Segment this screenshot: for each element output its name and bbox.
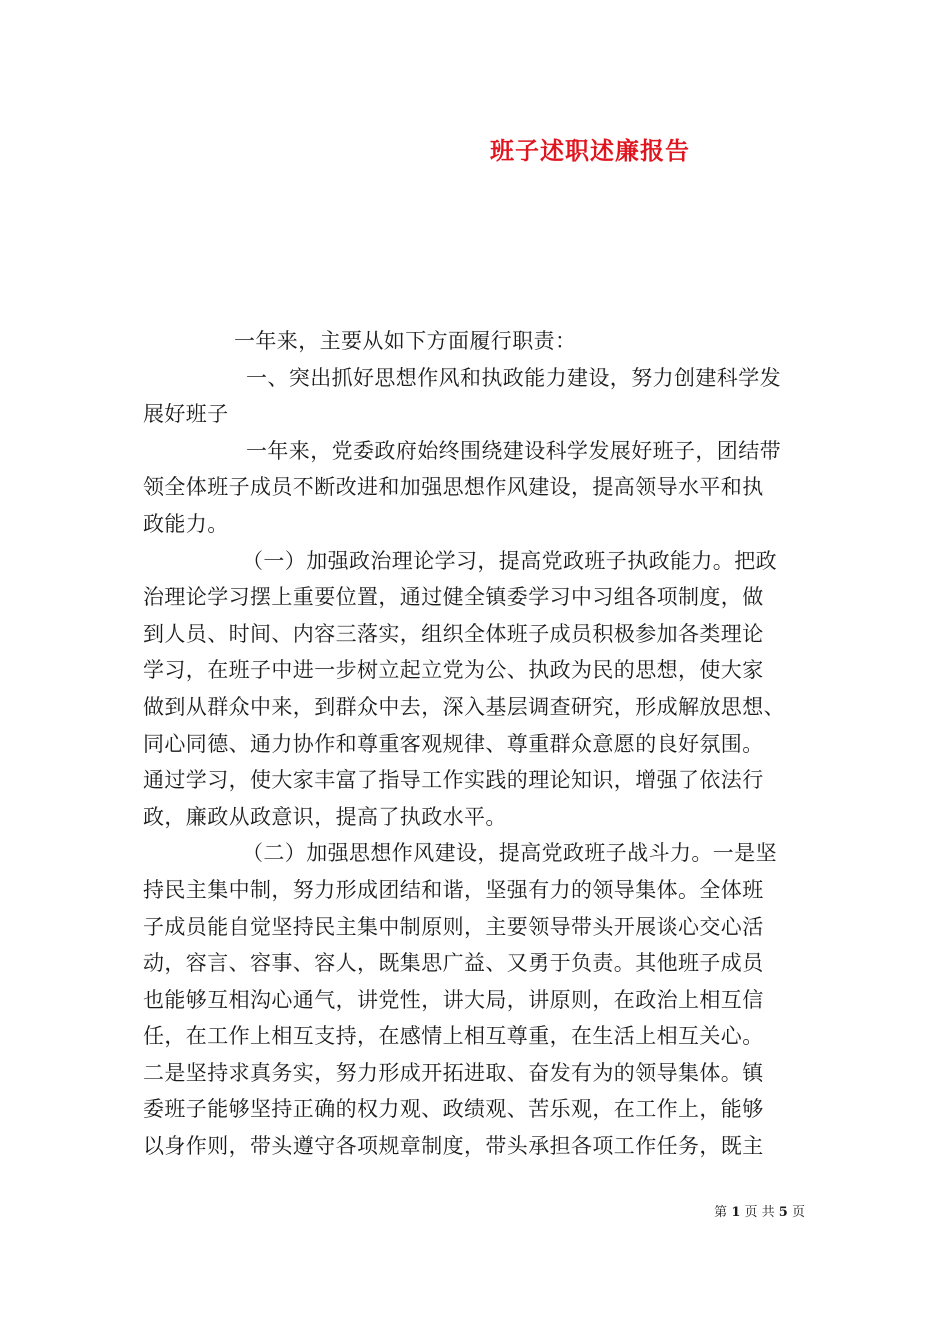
- paragraph-line: 学习，在班子中进一步树立起立党为公、执政为民的思想，使大家: [143, 658, 764, 683]
- paragraph-line: 一年来，主要从如下方面履行职责：: [234, 329, 577, 353]
- paragraph-line: 子成员能自觉坚持民主集中制原则，主要领导带头开展谈心交心活: [143, 914, 764, 939]
- footer-page-number: 1: [731, 1205, 741, 1220]
- paragraph-line: 做到从群众中来，到群众中去，深入基层调查研究，形成解放思想、: [143, 694, 785, 719]
- paragraph-line: 任，在工作上相互支持，在感情上相互尊重，在生活上相互关心。: [143, 1024, 764, 1049]
- footer-total-pages: 5: [778, 1205, 788, 1220]
- paragraph-line: 治理论学习摆上重要位置，通过健全镇委学习中习组各项制度，做: [143, 585, 764, 610]
- document-title: 班子述职述廉报告: [490, 136, 690, 165]
- paragraph-line: 同心同德、通力协作和尊重客观规律、尊重群众意愿的良好氛围。: [143, 731, 764, 756]
- paragraph-line: 通过学习，使大家丰富了指导工作实践的理论知识，增强了依法行: [143, 768, 764, 793]
- paragraph-line: 动，容言、容事、容人，既集思广益、又勇于负责。其他班子成员: [143, 951, 764, 976]
- paragraph-line: 政，廉政从政意识，提高了执政水平。: [143, 804, 507, 829]
- paragraph-line: （二）加强思想作风建设，提高党政班子战斗力。一是坚: [242, 841, 777, 866]
- section-heading-line: 展好班子: [143, 402, 229, 427]
- paragraph-line: 二是坚持求真务实，努力形成开拓进取、奋发有为的领导集体。镇: [143, 1060, 764, 1085]
- paragraph-line: 一年来，党委政府始终围绕建设科学发展好班子，团结带: [246, 438, 781, 463]
- page-footer: [714, 1204, 805, 1222]
- footer-suffix: 页: [791, 1205, 805, 1220]
- footer-prefix: 第: [714, 1205, 728, 1220]
- document-body: [143, 323, 807, 1165]
- footer-middle: 页 共: [744, 1205, 775, 1220]
- paragraph-line: （一）加强政治理论学习，提高党政班子执政能力。把政: [242, 548, 777, 573]
- paragraph-line: 委班子能够坚持正确的权力观、政绩观、苦乐观，在工作上，能够: [143, 1097, 764, 1122]
- paragraph-line: 政能力。: [143, 511, 229, 536]
- section-heading-line: 一、突出抓好思想作风和执政能力建设，努力创建科学发: [246, 365, 781, 390]
- paragraph-line: 持民主集中制，努力形成团结和谐，坚强有力的领导集体。全体班: [143, 877, 764, 902]
- paragraph-line: 到人员、时间、内容三落实，组织全体班子成员积极参加各类理论: [143, 621, 764, 646]
- paragraph-line: 也能够互相沟心通气，讲党性，讲大局，讲原则，在政治上相互信: [143, 987, 764, 1012]
- paragraph-line: 领全体班子成员不断改进和加强思想作风建设，提高领导水平和执: [143, 475, 764, 500]
- paragraph-line: 以身作则，带头遵守各项规章制度，带头承担各项工作任务，既主: [143, 1134, 764, 1159]
